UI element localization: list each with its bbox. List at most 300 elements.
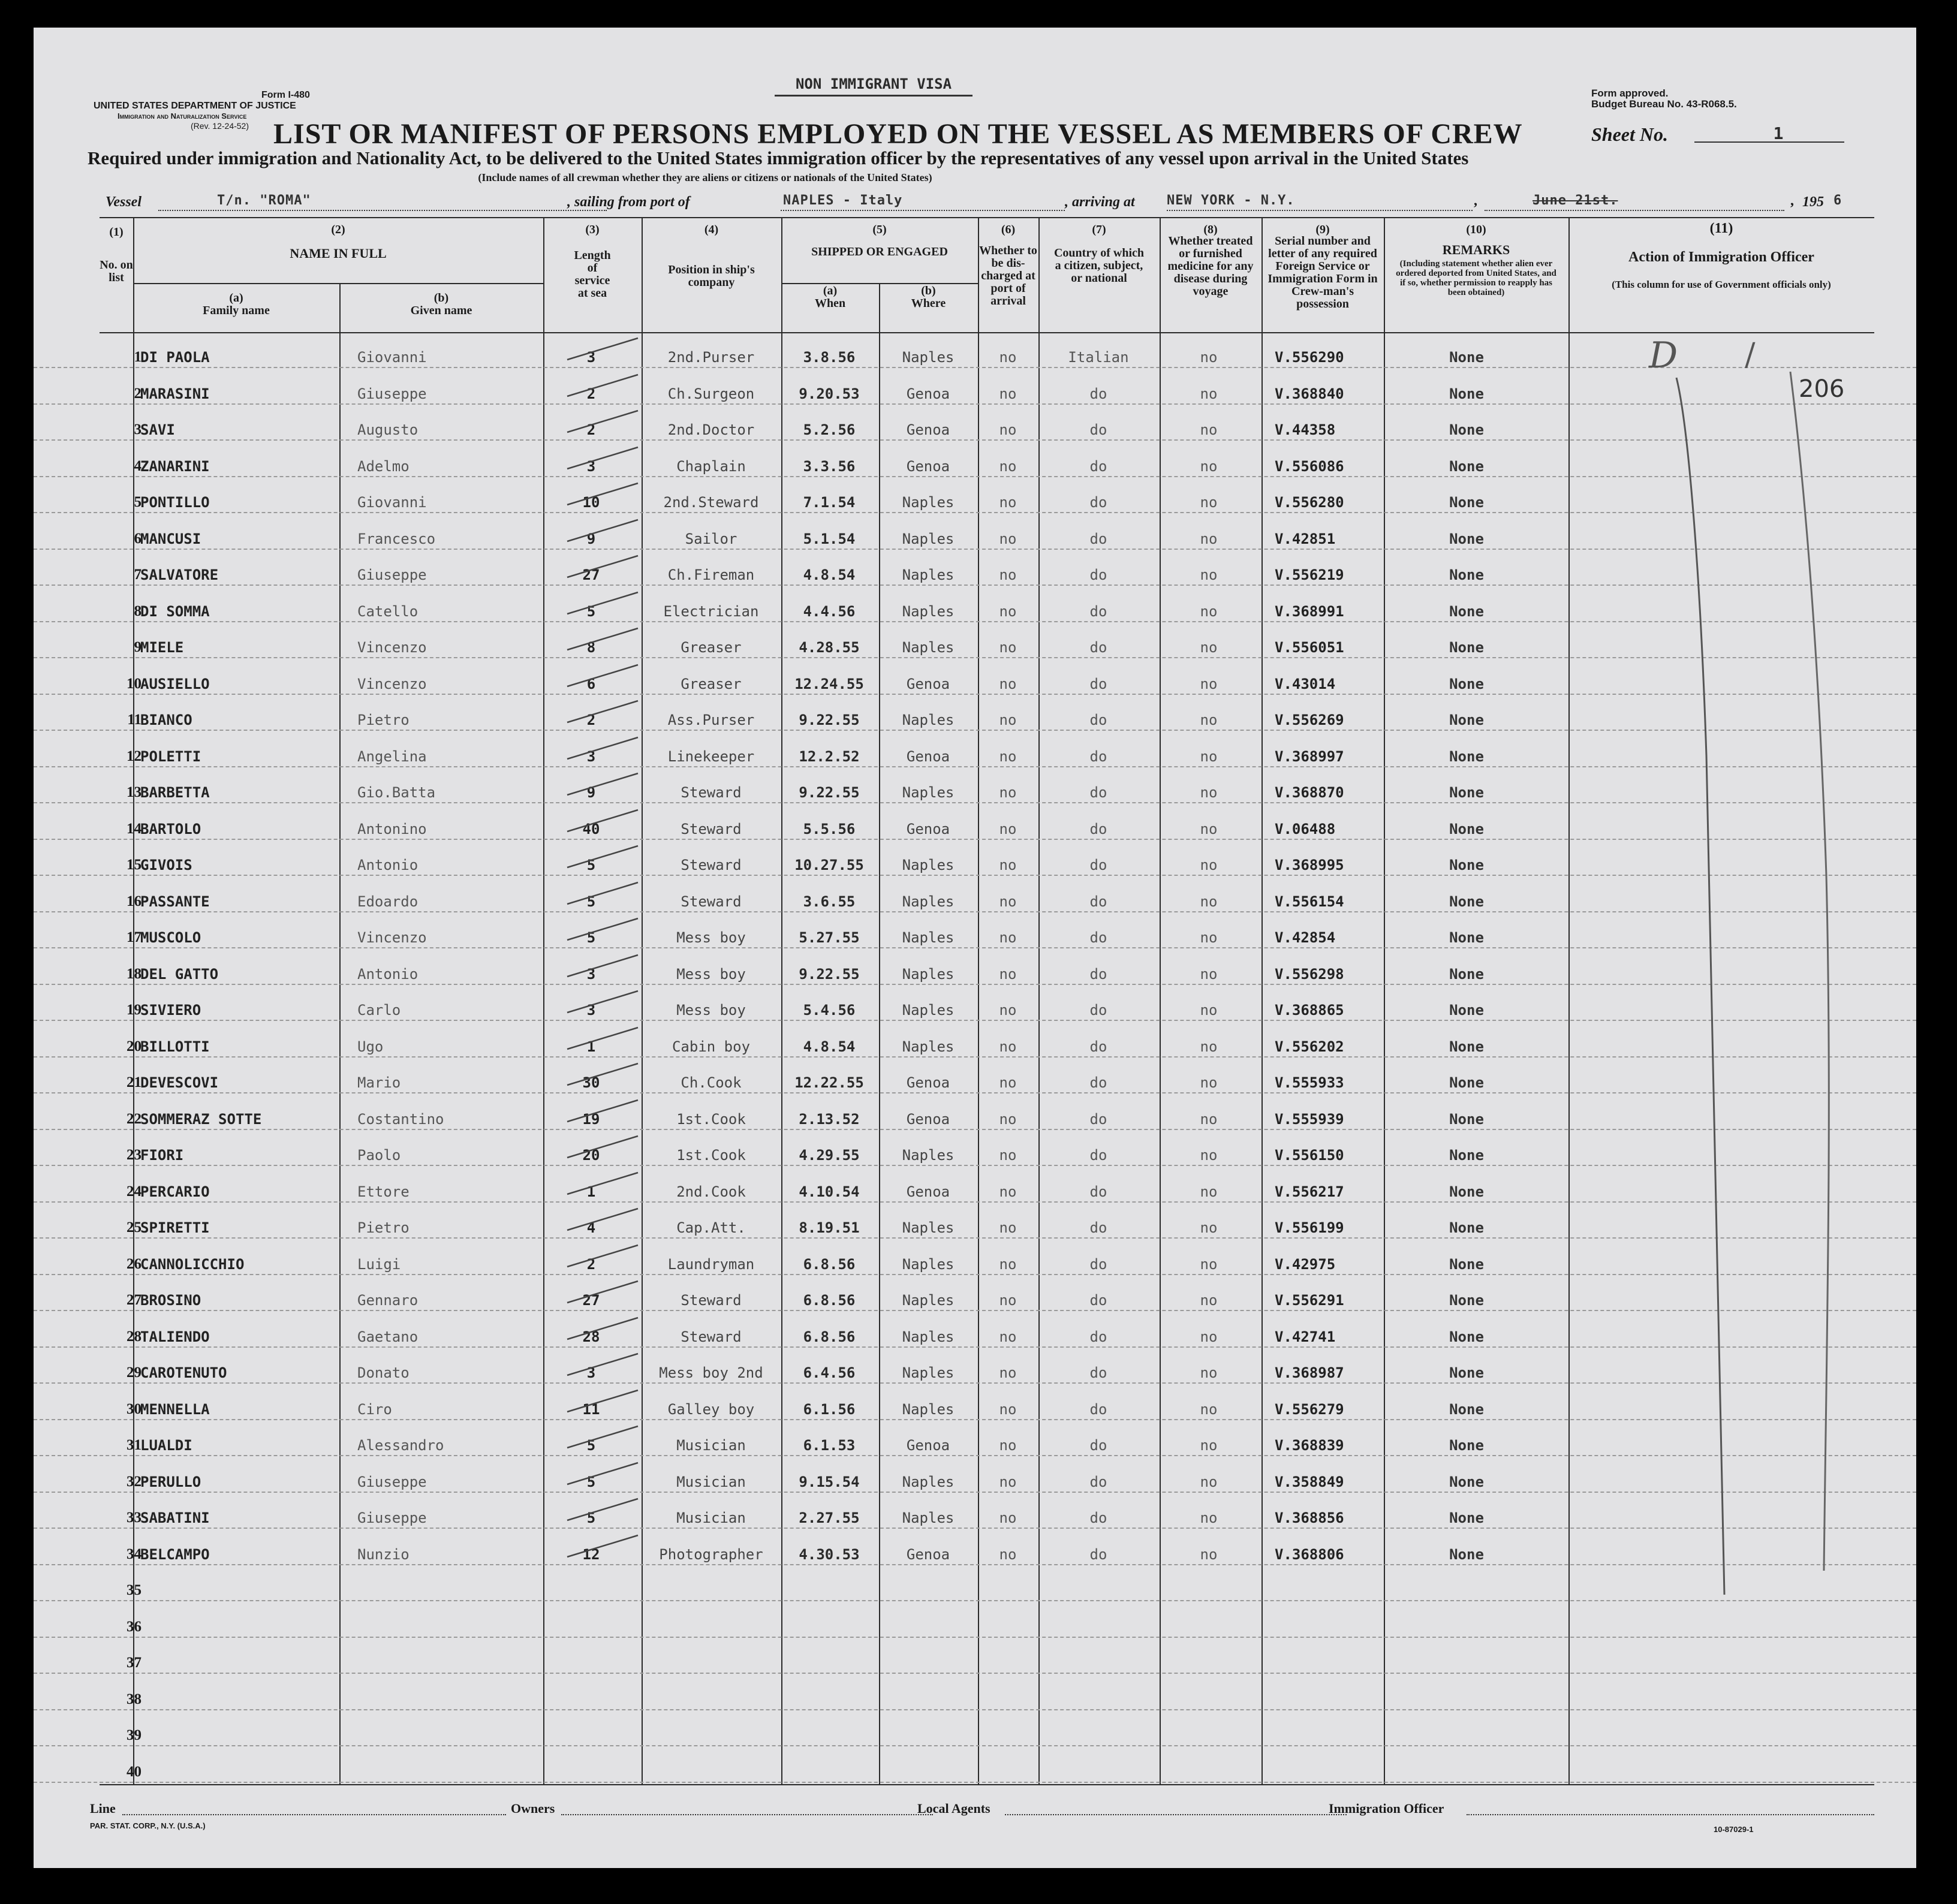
medicine: no bbox=[1200, 929, 1218, 946]
length-of-service: 27 bbox=[582, 567, 600, 583]
remarks: None bbox=[1449, 1255, 1484, 1273]
length-of-service: 3 bbox=[586, 1364, 596, 1381]
length-of-service: 3 bbox=[586, 965, 596, 983]
discharged: no bbox=[999, 1183, 1017, 1200]
medicine: no bbox=[1200, 1400, 1218, 1418]
family-name: SALVATORE bbox=[140, 567, 219, 583]
serial-number: V.368839 bbox=[1275, 1437, 1344, 1454]
country: do bbox=[1089, 675, 1107, 692]
shipped-when: 6.1.53 bbox=[803, 1437, 856, 1454]
country: do bbox=[1089, 1400, 1107, 1418]
footer-line-label: Line bbox=[90, 1801, 116, 1816]
family-name: PASSANTE bbox=[140, 893, 210, 910]
serial-number: V.06488 bbox=[1275, 820, 1336, 837]
medicine: no bbox=[1200, 530, 1218, 547]
shipped-when: 5.4.56 bbox=[803, 1002, 856, 1019]
medicine: no bbox=[1200, 385, 1218, 402]
year-suffix: 6 bbox=[1833, 193, 1842, 208]
country: do bbox=[1089, 421, 1107, 438]
shipped-where: Naples bbox=[902, 857, 955, 873]
check-stroke bbox=[543, 1276, 645, 1312]
shipped-where: Genoa bbox=[906, 385, 950, 402]
officer-mark: / bbox=[1745, 337, 1756, 373]
shipped-when: 5.5.56 bbox=[803, 820, 856, 837]
medicine: no bbox=[1200, 1002, 1218, 1019]
shipped-where: Naples bbox=[902, 1400, 955, 1418]
position: Mess boy 2nd bbox=[659, 1364, 763, 1381]
given-name: Mario bbox=[357, 1074, 401, 1091]
serial-number: V.42741 bbox=[1275, 1328, 1336, 1345]
row-number: 3 bbox=[134, 421, 141, 438]
serial-number: V.556154 bbox=[1275, 893, 1344, 910]
shipped-where: Genoa bbox=[906, 1546, 950, 1563]
remarks: None bbox=[1449, 421, 1484, 438]
col-4-number: (4) bbox=[704, 223, 719, 236]
serial-number-header: Serial number and letter of any required Foreign Service or Immigration Form in Crew-man's possession bbox=[1267, 234, 1378, 311]
shipped-where: Naples bbox=[902, 1510, 955, 1526]
position: 2nd.Purser bbox=[667, 349, 755, 366]
row-number: 34 bbox=[127, 1546, 141, 1562]
given-name: Giuseppe bbox=[357, 567, 427, 583]
remarks-instructions: (Including statement whether alien ever ordered deported from United States, and if so, whether permission to reapply has been obtained) bbox=[1396, 259, 1556, 297]
col-9-number: (9) bbox=[1315, 223, 1330, 236]
discharged: no bbox=[999, 385, 1017, 402]
include-note: (Include names of all crewman whether they are aliens or citizens or nationals of the United States) bbox=[478, 171, 932, 183]
serial-number: V.556291 bbox=[1275, 1292, 1344, 1309]
check-stroke bbox=[543, 1059, 645, 1095]
discharged: no bbox=[999, 1110, 1017, 1128]
discharged: no bbox=[999, 421, 1017, 438]
given-name: Ciro bbox=[357, 1400, 392, 1418]
discharged: no bbox=[999, 1400, 1017, 1418]
given-name: Vincenzo bbox=[357, 639, 427, 656]
row-number: 22 bbox=[127, 1110, 141, 1127]
discharged: no bbox=[999, 1328, 1017, 1345]
shipped-where: Naples bbox=[902, 1364, 955, 1381]
remarks: None bbox=[1449, 567, 1484, 583]
given-name: Giovanni bbox=[357, 349, 427, 366]
shipped-when: 4.29.55 bbox=[799, 1147, 860, 1164]
medicine: no bbox=[1200, 1219, 1218, 1236]
check-stroke bbox=[543, 1385, 645, 1421]
position-header: Position in ship's company bbox=[668, 263, 755, 289]
sheet-label: Sheet No. bbox=[1591, 123, 1668, 145]
row-number: 29 bbox=[127, 1364, 141, 1381]
serial-number: V.555933 bbox=[1275, 1074, 1344, 1091]
medicine: no bbox=[1200, 1147, 1218, 1164]
discharged-header: Whether to be dis-charged at port of arrival bbox=[979, 244, 1037, 308]
col-5b-number: (b) bbox=[921, 284, 936, 297]
country: do bbox=[1089, 748, 1107, 765]
length-of-service: 9 bbox=[586, 530, 596, 547]
check-stroke bbox=[543, 660, 645, 696]
given-name: Ugo bbox=[357, 1038, 384, 1055]
discharged: no bbox=[999, 457, 1017, 475]
shipped-where: Naples bbox=[902, 349, 955, 366]
shipped-when: 5.2.56 bbox=[803, 421, 856, 438]
table-row bbox=[34, 1747, 1916, 1783]
family-name: DI PAOLA bbox=[140, 349, 210, 366]
shipped-where: Naples bbox=[902, 1038, 955, 1055]
position: Chaplain bbox=[676, 457, 746, 475]
shipped-when: 4.30.53 bbox=[799, 1546, 860, 1563]
discharged: no bbox=[999, 567, 1017, 583]
remarks: None bbox=[1449, 385, 1484, 402]
department: UNITED STATES DEPARTMENT OF JUSTICE bbox=[94, 101, 296, 111]
row-number: 28 bbox=[127, 1328, 141, 1345]
shipped-when: 2.27.55 bbox=[799, 1510, 860, 1526]
position: Mess boy bbox=[676, 965, 746, 983]
row-number: 27 bbox=[127, 1292, 141, 1308]
serial-number: V.358849 bbox=[1275, 1473, 1344, 1490]
check-stroke bbox=[543, 623, 645, 659]
remarks: None bbox=[1449, 1002, 1484, 1019]
remarks: None bbox=[1449, 748, 1484, 765]
check-stroke bbox=[543, 769, 645, 805]
serial-number: V.44358 bbox=[1275, 421, 1336, 438]
arrival-date: June 21st. bbox=[1533, 193, 1618, 208]
country: do bbox=[1089, 965, 1107, 983]
length-of-service: 20 bbox=[582, 1147, 600, 1164]
row-number: 26 bbox=[127, 1255, 141, 1272]
check-stroke bbox=[543, 841, 645, 877]
vessel-label: Vessel bbox=[106, 194, 141, 210]
shipped-where: Naples bbox=[902, 712, 955, 728]
serial-number: V.42854 bbox=[1275, 929, 1336, 946]
family-name: SAVI bbox=[140, 421, 175, 438]
country: do bbox=[1089, 1510, 1107, 1526]
family-name: BARBETTA bbox=[140, 784, 210, 801]
position: 2nd.Doctor bbox=[667, 421, 755, 438]
shipped-where: Naples bbox=[902, 1219, 955, 1236]
row-number: 17 bbox=[127, 929, 141, 945]
shipped-when: 5.27.55 bbox=[799, 929, 860, 946]
given-name: Augusto bbox=[357, 421, 419, 438]
name-in-full-header: NAME IN FULL bbox=[290, 246, 387, 261]
length-of-service: 4 bbox=[586, 1219, 596, 1236]
family-name: PONTILLO bbox=[140, 494, 210, 511]
remarks: None bbox=[1449, 494, 1484, 511]
family-name: MENNELLA bbox=[140, 1400, 210, 1418]
given-name: Edoardo bbox=[357, 893, 419, 910]
given-name: Antonino bbox=[357, 820, 427, 837]
check-stroke bbox=[543, 442, 645, 478]
discharged: no bbox=[999, 857, 1017, 873]
col-7-number: (7) bbox=[1092, 223, 1106, 236]
family-name: LUALDI bbox=[140, 1437, 192, 1454]
country: do bbox=[1089, 385, 1107, 402]
print-code: 10-87029-1 bbox=[1714, 1825, 1754, 1834]
position: Musician bbox=[676, 1473, 746, 1490]
row-number: 35 bbox=[127, 1582, 141, 1598]
medicine: no bbox=[1200, 820, 1218, 837]
medicine: no bbox=[1200, 494, 1218, 511]
medicine: no bbox=[1200, 1437, 1218, 1454]
country: do bbox=[1089, 820, 1107, 837]
family-name: MANCUSI bbox=[140, 530, 201, 547]
serial-number: V.368870 bbox=[1275, 784, 1344, 801]
length-of-service: 5 bbox=[586, 893, 596, 910]
family-name: BELCAMPO bbox=[140, 1546, 210, 1563]
shipped-where: Genoa bbox=[906, 1437, 950, 1454]
footer-officer-label: Immigration Officer bbox=[1329, 1801, 1444, 1816]
medicine: no bbox=[1200, 1255, 1218, 1273]
serial-number: V.556219 bbox=[1275, 567, 1344, 583]
remarks: None bbox=[1449, 349, 1484, 366]
discharged: no bbox=[999, 1437, 1017, 1454]
family-name: BILLOTTI bbox=[140, 1038, 210, 1055]
country: do bbox=[1089, 567, 1107, 583]
country: do bbox=[1089, 1110, 1107, 1128]
discharged: no bbox=[999, 494, 1017, 511]
shipped-when: 7.1.54 bbox=[803, 494, 856, 511]
serial-number: V.43014 bbox=[1275, 675, 1336, 692]
table-row bbox=[34, 1638, 1916, 1674]
check-stroke bbox=[543, 1494, 645, 1530]
position: 1st.Cook bbox=[676, 1110, 746, 1128]
family-name: PERULLO bbox=[140, 1473, 201, 1490]
row-number: 12 bbox=[127, 748, 141, 764]
check-stroke bbox=[543, 551, 645, 587]
medicine: no bbox=[1200, 965, 1218, 983]
medicine: no bbox=[1200, 1292, 1218, 1309]
length-of-service: 28 bbox=[582, 1328, 600, 1345]
row-number: 21 bbox=[127, 1074, 141, 1090]
country: do bbox=[1089, 494, 1107, 511]
shipped-where: Naples bbox=[902, 1328, 955, 1345]
country: do bbox=[1089, 457, 1107, 475]
footer-agents-label: Local Agents bbox=[917, 1801, 990, 1816]
length-of-service: 2 bbox=[586, 421, 596, 438]
shipped-when: 4.28.55 bbox=[799, 639, 860, 656]
action-officer-note: (This column for use of Government officials only) bbox=[1612, 279, 1831, 290]
position: Ch.Surgeon bbox=[667, 385, 755, 402]
shipped-where: Naples bbox=[902, 1473, 955, 1490]
medicine: no bbox=[1200, 1364, 1218, 1381]
serial-number: V.368806 bbox=[1275, 1546, 1344, 1563]
row-number: 14 bbox=[127, 820, 141, 837]
position: Musician bbox=[676, 1437, 746, 1454]
check-stroke bbox=[543, 1095, 645, 1131]
family-name: SOMMERAZ SOTTE bbox=[140, 1110, 262, 1128]
given-name: Pietro bbox=[357, 1219, 410, 1236]
position: Steward bbox=[681, 893, 742, 910]
remarks: None bbox=[1449, 1364, 1484, 1381]
position: Ass.Purser bbox=[667, 712, 755, 728]
shipped-when: 4.10.54 bbox=[799, 1183, 860, 1200]
country: do bbox=[1089, 1038, 1107, 1055]
country: do bbox=[1089, 639, 1107, 656]
medicine: no bbox=[1200, 1473, 1218, 1490]
medicine: no bbox=[1200, 857, 1218, 873]
sheet-number: 1 bbox=[1773, 123, 1784, 143]
row-number: 31 bbox=[127, 1437, 141, 1453]
shipped-where: Naples bbox=[902, 567, 955, 583]
serial-number: V.368997 bbox=[1275, 748, 1344, 765]
subtitle: Required under immigration and Nationality Act, to be delivered to the United States immigration officer by the representatives of any vessel upon arrival in the United States bbox=[88, 147, 1469, 168]
serial-number: V.368991 bbox=[1275, 602, 1344, 620]
remarks: None bbox=[1449, 929, 1484, 946]
length-of-service: 5 bbox=[586, 1510, 596, 1526]
arriving-label: , arriving at bbox=[1065, 194, 1135, 210]
length-of-service: 3 bbox=[586, 748, 596, 765]
given-name: Carlo bbox=[357, 1002, 401, 1019]
remarks: None bbox=[1449, 1074, 1484, 1091]
medicine: no bbox=[1200, 1074, 1218, 1091]
given-name: Luigi bbox=[357, 1255, 401, 1273]
medicine: no bbox=[1200, 421, 1218, 438]
sailing-label: , sailing from port of bbox=[567, 194, 690, 210]
given-name: Vincenzo bbox=[357, 675, 427, 692]
col-6-number: (6) bbox=[1001, 223, 1016, 236]
row-number: 13 bbox=[127, 784, 141, 800]
table-row bbox=[34, 1674, 1916, 1710]
shipped-where: Naples bbox=[902, 602, 955, 620]
shipped-when: 12.22.55 bbox=[794, 1074, 864, 1091]
family-name: MIELE bbox=[140, 639, 184, 656]
family-name: CANNOLICCHIO bbox=[140, 1255, 245, 1273]
discharged: no bbox=[999, 1147, 1017, 1164]
year-prefix: 195 bbox=[1802, 194, 1824, 210]
shipped-when: 4.8.54 bbox=[803, 567, 856, 583]
row-number: 32 bbox=[127, 1473, 141, 1490]
position: Galley boy bbox=[667, 1400, 755, 1418]
row-number: 6 bbox=[134, 530, 141, 547]
given-name: Francesco bbox=[357, 530, 436, 547]
discharged: no bbox=[999, 349, 1017, 366]
length-of-service: 2 bbox=[586, 385, 596, 402]
length-of-service: 8 bbox=[586, 639, 596, 656]
shipped-where: Naples bbox=[902, 494, 955, 511]
check-stroke bbox=[543, 1168, 645, 1204]
given-name: Alessandro bbox=[357, 1437, 444, 1454]
country: do bbox=[1089, 1147, 1107, 1164]
medicine: no bbox=[1200, 349, 1218, 366]
check-stroke bbox=[543, 805, 645, 841]
medicine-header: Whether treated or furnished medicine for any disease during voyage bbox=[1167, 234, 1254, 298]
given-name: Giovanni bbox=[357, 494, 427, 511]
col-1-number: (1) bbox=[109, 225, 124, 239]
shipped-when: 6.8.56 bbox=[803, 1292, 856, 1309]
row-number: 10 bbox=[127, 675, 141, 692]
country: do bbox=[1089, 1546, 1107, 1563]
discharged: no bbox=[999, 1255, 1017, 1273]
row-number: 1 bbox=[134, 349, 141, 365]
shipped-when: 9.22.55 bbox=[799, 965, 860, 983]
check-stroke bbox=[543, 406, 645, 442]
check-stroke bbox=[543, 1313, 645, 1349]
position: Steward bbox=[681, 857, 742, 873]
col-5-number: (5) bbox=[872, 223, 887, 236]
shipped-where: Naples bbox=[902, 1002, 955, 1019]
shipped-when: 2.13.52 bbox=[799, 1110, 860, 1128]
given-name: Nunzio bbox=[357, 1546, 410, 1563]
shipped-when: 6.1.56 bbox=[803, 1400, 856, 1418]
shipped-when: 9.15.54 bbox=[799, 1473, 860, 1490]
country: Italian bbox=[1068, 349, 1129, 366]
check-stroke bbox=[543, 950, 645, 986]
given-name-header: Given name bbox=[410, 304, 472, 317]
length-of-service: 12 bbox=[582, 1546, 600, 1563]
discharged: no bbox=[999, 1546, 1017, 1563]
position: Mess boy bbox=[676, 1002, 746, 1019]
shipped-when: 9.22.55 bbox=[799, 784, 860, 801]
length-of-service: 3 bbox=[586, 1002, 596, 1019]
country: do bbox=[1089, 530, 1107, 547]
country: do bbox=[1089, 784, 1107, 801]
given-name: Vincenzo bbox=[357, 929, 427, 946]
shipped-where: Naples bbox=[902, 965, 955, 983]
shipped-where: Genoa bbox=[906, 1110, 950, 1128]
shipped-where: Genoa bbox=[906, 820, 950, 837]
length-of-service: 1 bbox=[586, 1038, 596, 1055]
row-number: 8 bbox=[134, 602, 141, 619]
row-number: 5 bbox=[134, 494, 141, 510]
col-no-header: No. on list bbox=[100, 258, 133, 284]
discharged: no bbox=[999, 1510, 1017, 1526]
shipped-when: 6.8.56 bbox=[803, 1255, 856, 1273]
remarks: None bbox=[1449, 639, 1484, 656]
check-stroke bbox=[543, 1204, 645, 1240]
discharged: no bbox=[999, 1074, 1017, 1091]
shipped-when: 3.3.56 bbox=[803, 457, 856, 475]
remarks: None bbox=[1449, 1437, 1484, 1454]
row-number: 36 bbox=[127, 1618, 141, 1635]
given-name: Adelmo bbox=[357, 457, 410, 475]
vessel-name: T/n. "ROMA" bbox=[217, 193, 311, 208]
officer-pencil-mark bbox=[1604, 336, 1886, 1631]
country: do bbox=[1089, 602, 1107, 620]
shipped-when: 3.6.55 bbox=[803, 893, 856, 910]
remarks: None bbox=[1449, 784, 1484, 801]
family-name: PERCARIO bbox=[140, 1183, 210, 1200]
medicine: no bbox=[1200, 1183, 1218, 1200]
serial-number: V.556279 bbox=[1275, 1400, 1344, 1418]
shipped-when: 8.19.51 bbox=[799, 1219, 860, 1236]
check-stroke bbox=[543, 333, 645, 369]
given-name: Paolo bbox=[357, 1147, 401, 1164]
country: do bbox=[1089, 712, 1107, 728]
remarks-header: REMARKS bbox=[1442, 242, 1510, 257]
family-name-header: Family name bbox=[203, 304, 270, 317]
medicine: no bbox=[1200, 712, 1218, 728]
shipped-where: Naples bbox=[902, 639, 955, 656]
country: do bbox=[1089, 1219, 1107, 1236]
remarks: None bbox=[1449, 602, 1484, 620]
shipped-where: Naples bbox=[902, 1255, 955, 1273]
family-name: SIVIERO bbox=[140, 1002, 201, 1019]
remarks: None bbox=[1449, 675, 1484, 692]
family-name: BARTOLO bbox=[140, 820, 201, 837]
given-name: Donato bbox=[357, 1364, 410, 1381]
discharged: no bbox=[999, 965, 1017, 983]
serial-number: V.556280 bbox=[1275, 494, 1344, 511]
given-name: Antonio bbox=[357, 857, 419, 873]
position: Ch.Fireman bbox=[667, 567, 755, 583]
row-number: 18 bbox=[127, 965, 141, 982]
remarks: None bbox=[1449, 712, 1484, 728]
shipped-where: Naples bbox=[902, 530, 955, 547]
medicine: no bbox=[1200, 1038, 1218, 1055]
col-11-number: (11) bbox=[1709, 221, 1733, 236]
check-stroke bbox=[543, 878, 645, 914]
shipped-when: 4.8.54 bbox=[803, 1038, 856, 1055]
medicine: no bbox=[1200, 639, 1218, 656]
col-2a-number: (a) bbox=[229, 291, 243, 305]
serial-number: V.368995 bbox=[1275, 857, 1344, 873]
given-name: Costantino bbox=[357, 1110, 444, 1128]
length-of-service: 2 bbox=[586, 1255, 596, 1273]
